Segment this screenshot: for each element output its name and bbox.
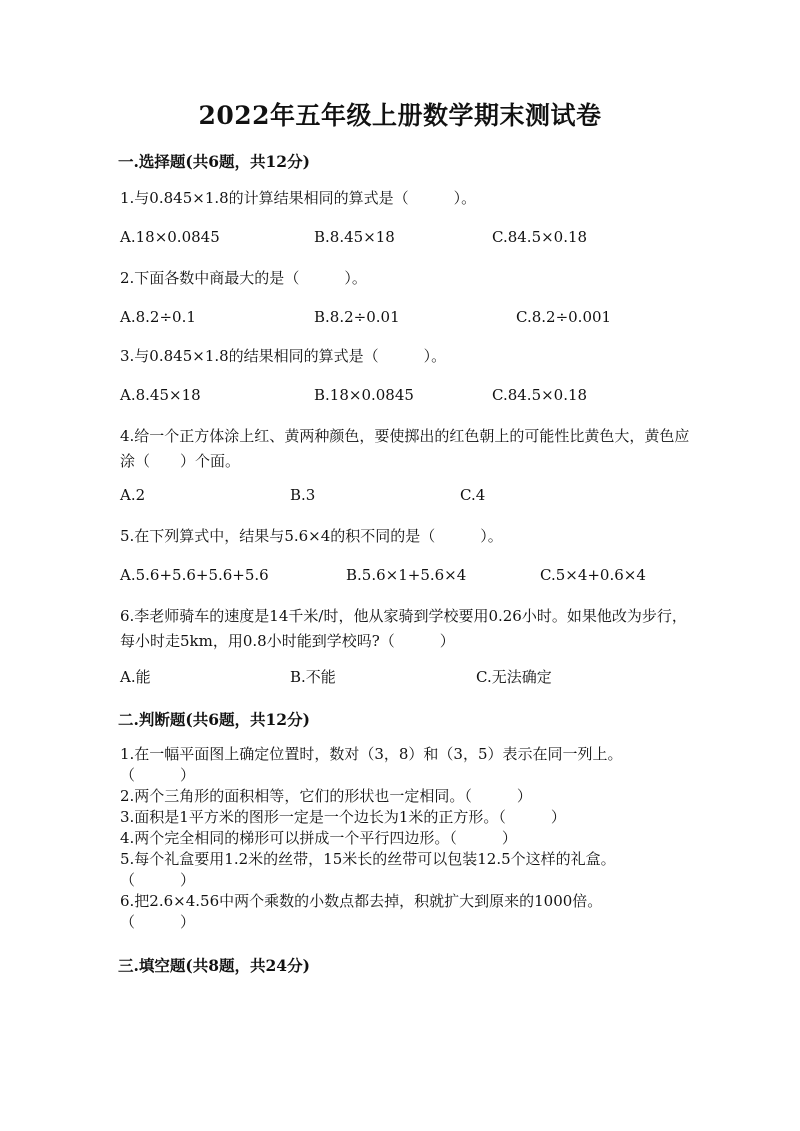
option-a: A.8.45×18 <box>120 386 201 404</box>
section-heading-choice: 一.选择题(共6题，共12分) <box>118 152 310 171</box>
statement: 1.在一幅平面图上确定位置时，数对（3，8）和（3，5）表示在同一列上。 <box>120 745 623 763</box>
question-stem: 4.给一个正方体涂上红、黄两种颜色，要使掷出的红色朝上的可能性比黄色大，黄色应涂（ ）个面。 <box>120 427 690 470</box>
option-b: B.不能 <box>290 668 336 686</box>
option-c: C.84.5×0.18 <box>492 386 588 404</box>
option-c: C.84.5×0.18 <box>492 228 588 246</box>
option-b: B.8.2÷0.01 <box>314 308 400 326</box>
option-a: A.2 <box>120 486 146 504</box>
statement: 4.两个完全相同的梯形可以拼成一个平行四边形。（ ） <box>120 829 517 847</box>
option-a: A.5.6+5.6+5.6+5.6 <box>120 566 269 584</box>
option-c: C.5×4+0.6×4 <box>540 566 646 584</box>
option-a: A.8.2÷0.1 <box>120 308 196 326</box>
question-stem: 1.与0.845×1.8的计算结果相同的算式是（ ）。 <box>120 189 477 207</box>
option-b: B.18×0.0845 <box>314 386 414 404</box>
answer-blank: （ ） <box>120 913 196 931</box>
question-stem: 5.在下列算式中，结果与5.6×4的积不同的是（ ）。 <box>120 527 503 545</box>
question-stem: 3.与0.845×1.8的结果相同的算式是（ ）。 <box>120 347 447 365</box>
option-a: A.18×0.0845 <box>120 228 220 246</box>
option-a: A.能 <box>120 668 151 686</box>
question-stem: 2.下面各数中商最大的是（ ）。 <box>120 269 367 287</box>
answer-blank: （ ） <box>120 871 196 889</box>
option-b: B.3 <box>290 486 316 504</box>
option-c: C.4 <box>460 486 486 504</box>
section-heading-judge: 二.判断题(共6题，共12分) <box>118 710 310 729</box>
option-b: B.5.6×1+5.6×4 <box>346 566 467 584</box>
question-stem: 6.李老师骑车的速度是14千米/时，他从家骑到学校要用0.26小时。如果他改为步行，每小时走5km，用0.8小时能到学校吗?（ ） <box>120 607 687 650</box>
statement: 3.面积是1平方米的图形一定是一个边长为1米的正方形。（ ） <box>120 808 566 826</box>
option-b: B.8.45×18 <box>314 228 395 246</box>
option-c: C.无法确定 <box>476 668 552 686</box>
answer-blank: （ ） <box>120 766 196 784</box>
page-title: 2022年五年级上册数学期末测试卷 <box>198 101 602 130</box>
option-c: C.8.2÷0.001 <box>516 308 612 326</box>
statement: 2.两个三角形的面积相等，它们的形状也一定相同。（ ） <box>120 787 532 805</box>
section-heading-fill: 三.填空题(共8题，共24分) <box>118 956 310 975</box>
statement: 5.每个礼盒要用1.2米的丝带，15米长的丝带可以包装12.5个这样的礼盒。 <box>120 850 616 868</box>
statement: 6.把2.6×4.56中两个乘数的小数点都去掉，积就扩大到原来的1000倍。 <box>120 892 603 910</box>
